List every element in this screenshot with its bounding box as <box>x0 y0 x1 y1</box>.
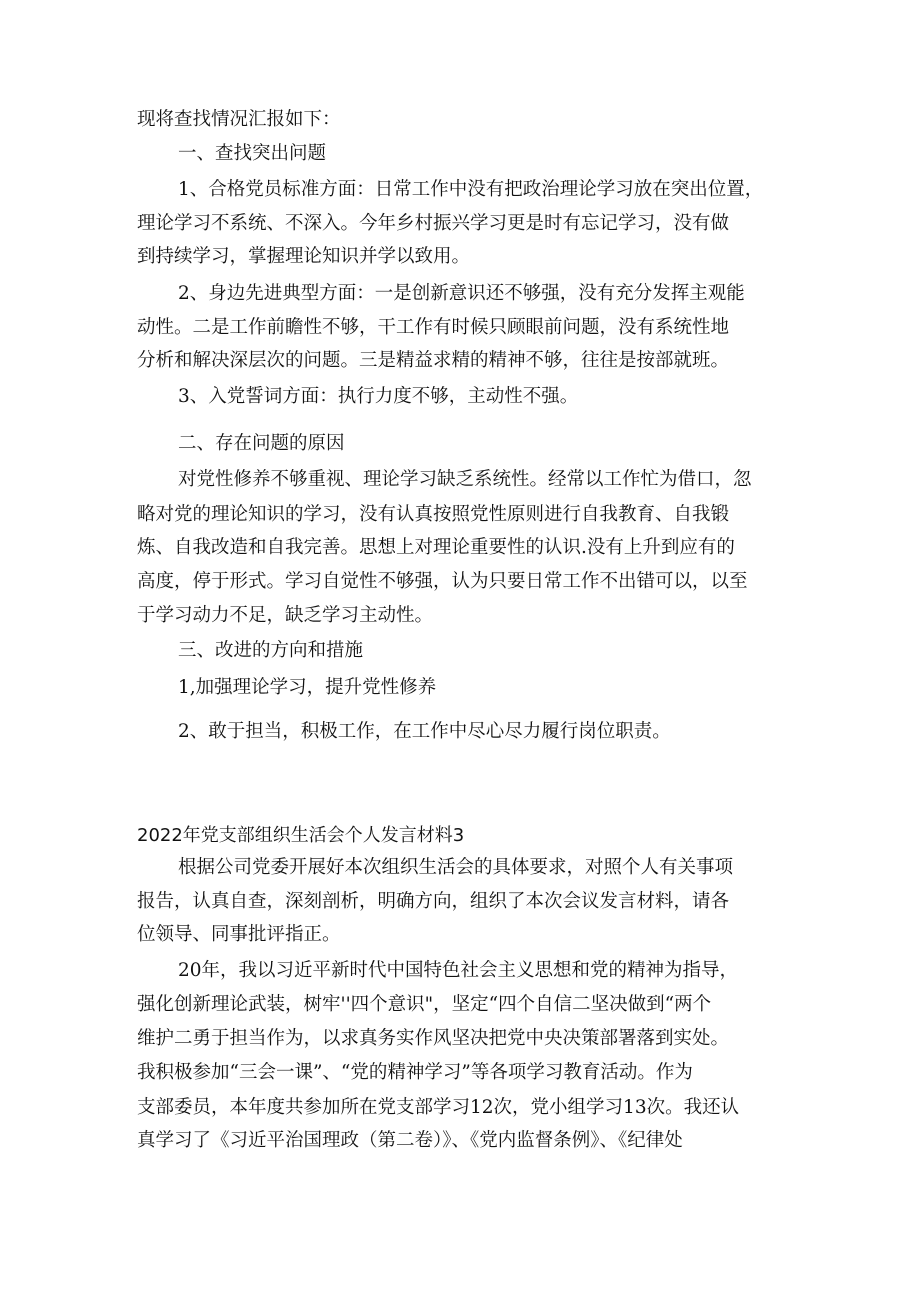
document-title: 2022年党支部组织生活会个人发言材料3 <box>137 825 465 846</box>
paragraph-line: 对党性修养不够重视、理论学习缺乏系统性。经常以工作忙为借口，忽 <box>178 469 752 490</box>
paragraph-line: 于学习动力不足，缺乏学习主动性。 <box>137 605 434 626</box>
measure-item: 2、敢于担当，积极工作，在工作中尽心尽力履行岗位职责。 <box>178 721 671 742</box>
section-heading-1: 一、查找突出问题 <box>178 143 327 164</box>
paragraph-line: 强化创新理论武装，树牢''四个意识"，坚定“四个自信二坚决做到“两个 <box>137 994 712 1015</box>
paragraph-line: 分析和解决深层次的问题。三是精益求精的精神不够，往往是按部就班。 <box>137 350 730 371</box>
paragraph-line: 到持续学习，掌握理论知识并学以致用。 <box>137 246 471 267</box>
paragraph-line: 高度，停于形式。学习自觉性不够强，认为只要日常工作不出错可以，以至 <box>137 571 748 592</box>
measure-item: 1,加强理论学习，提升党性修养 <box>178 677 437 698</box>
paragraph-line: 2、身边先进典型方面：一是创新意识还不够强，没有充分发挥主观能 <box>178 283 745 304</box>
paragraph-line: 根据公司党委开展好本次组织生活会的具体要求，对照个人有关事项 <box>178 857 734 878</box>
paragraph-line: 理论学习不系统、不深入。今年乡村振兴学习更是时有忘记学习，没有做 <box>137 213 730 234</box>
paragraph-line: 位领导、同事批评指正。 <box>137 924 341 945</box>
paragraph-line: 报告，认真自查，深刻剖析，明确方向，组织了本次会议发言材料，请各 <box>137 891 730 912</box>
paragraph-line: 略对党的理论知识的学习，没有认真按照党性原则进行自我教育、自我锻 <box>137 504 730 525</box>
paragraph-line: 支部委员，本年度共参加所在党支部学习12次，党小组学习13次。我还认 <box>137 1097 740 1118</box>
paragraph-line: 维护二勇于担当作为，以求真务实作风坚决把党中央决策部署落到实处。 <box>137 1028 730 1049</box>
paragraph-line: 20年，我以习近平新时代中国特色社会主义思想和党的精神为指导， <box>178 960 739 981</box>
paragraph-line: 动性。二是工作前瞻性不够，干工作有时候只顾眼前问题，没有系统性地 <box>137 317 730 338</box>
paragraph-line: 真学习了《习近平治国理政（第二卷）》、《党内监督条例》、《纪律处 <box>137 1130 683 1151</box>
section-heading-3: 三、改进的方向和措施 <box>178 640 364 661</box>
intro-line: 现将查找情况汇报如下： <box>137 109 341 130</box>
paragraph-line: 1、合格党员标准方面：日常工作中没有把政治理论学习放在突出位置， <box>178 179 764 200</box>
paragraph-line: 3、入党誓词方面：执行力度不够，主动性不强。 <box>178 386 579 407</box>
paragraph-line: 我积极参加“三会一课”、“党的精神学习”等各项学习教育活动。作为 <box>137 1062 693 1083</box>
paragraph-line: 炼、自我改造和自我完善。思想上对理论重要性的认识.没有上升到应有的 <box>137 537 735 558</box>
section-heading-2: 二、存在问题的原因 <box>178 433 345 454</box>
